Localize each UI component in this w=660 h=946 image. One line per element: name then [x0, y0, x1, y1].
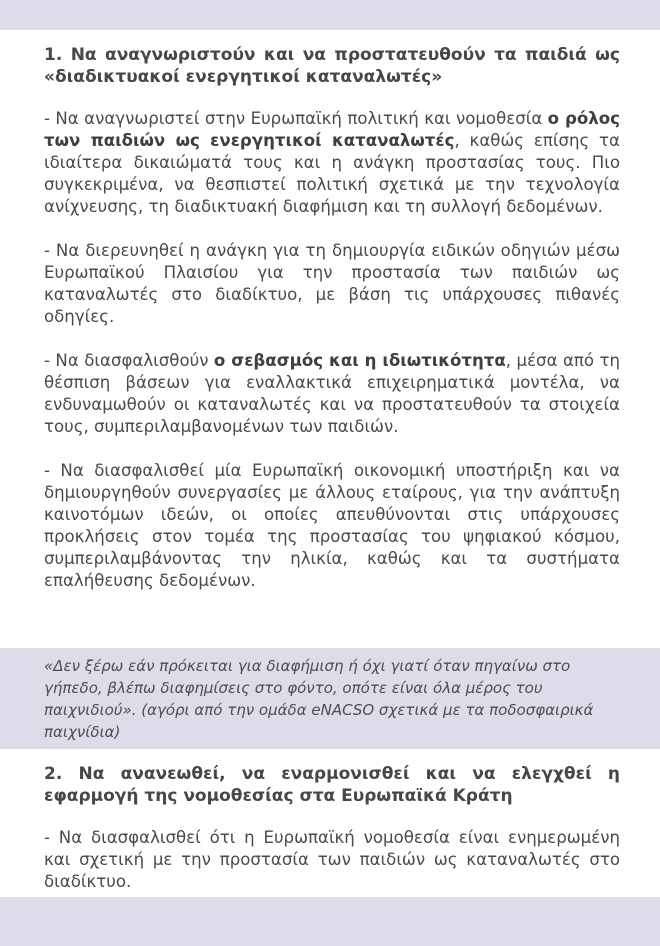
top-band — [0, 0, 660, 30]
section-1-paragraph-2: - Να διερευνηθεί η ανάγκη για τη δημιουργία ειδικών οδηγιών μέσω Ευρωπαϊκού Πλαισίου για την προστασία των παιδιών ως καταναλωτές στο διαδίκτυο, με βάση τις υπάρχουσες πιθανές οδηγίες. — [44, 241, 620, 326]
quote-box — [0, 648, 660, 749]
section-1-heading: 1. Να αναγνωριστούν και να προστατευθούν τα παιδιά ως «διαδικτυακοί ενεργητικοί καταναλωτές» — [44, 45, 620, 87]
section-2-paragraph-1: - Να διασφαλισθεί ότι η Ευρωπαϊκή νομοθεσία είναι ενημερωμένη και σχετική με την προστασία των παιδιών ως καταναλωτές στο διαδίκτυο. — [44, 828, 620, 891]
section-1-paragraph-4: - Να διασφαλισθεί μία Ευρωπαϊκή οικονομική υποστήριξη και να δημιουργηθούν συνεργασίες με άλλους εταίρους, για την ανάπτυξη καινοτόμων ιδεών, οι οποίες απευθύνονται στις υπάρχουσες προκλήσεις στον τομέα της προστασίας του ψηφιακού κόσμου, συμπεριλαμβάνοντας την ηλικία, καθώς και τα συστήματα επαλήθευσης δεδομένων. — [44, 461, 620, 590]
section-1-paragraph-3: - Να διασφαλισθούν ο σεβασμός και η ιδιωτικότητα, μέσα από τη θέσπιση βάσεων για εναλλακτικά επιχειρηματικά μοντέλα, να ενδυναμωθούν οι καταναλωτές και να προστατευθούν τα στοιχεία τους, συμπεριλαμβανομένων των παιδιών. — [44, 351, 620, 436]
section-2-heading: 2. Να ανανεωθεί, να εναρμονισθεί και να ελεγχθεί η εφαρμογή της νομοθεσίας στα Ευρωπαϊκά Κράτη — [44, 764, 620, 806]
section-1-paragraph-1: - Να αναγνωριστεί στην Ευρωπαϊκή πολιτική και νομοθεσία ο ρόλος των παιδιών ως ενεργητικοί καταναλωτές, καθώς επίσης τα ιδιαίτερα δικαιώματά τους και η ανάγκη προστασίας τους. Πιο συγκεκριμένα, να θεσπιστεί πολιτική σχετικά με την τεχνολογία ανίχνευσης, τη διαδικτυακή διαφήμιση και τη συλλογή δεδομένων. — [44, 109, 620, 216]
section-1 — [44, 44, 620, 592]
quote-text: «Δεν ξέρω εάν πρόκειται για διαφήμιση ή όχι γιατί όταν πηγαίνω στο γήπεδο, βλέπω διαφημίσεις στο φόντο, οπότε είναι όλα μέρος του παιχνιδιού». (αγόρι από την ομάδα eNACSO σχετικά με τα ποδοσφαιρικά παιχνίδια) — [44, 657, 594, 741]
emphasis-respect-privacy: ο σεβασμός και η ιδιωτικότητα — [213, 351, 506, 370]
emphasis-children-role: ο ρόλος των παιδιών ως ενεργητικοί καταναλωτές — [44, 109, 620, 150]
bottom-band — [0, 897, 660, 946]
section-2 — [44, 763, 620, 893]
